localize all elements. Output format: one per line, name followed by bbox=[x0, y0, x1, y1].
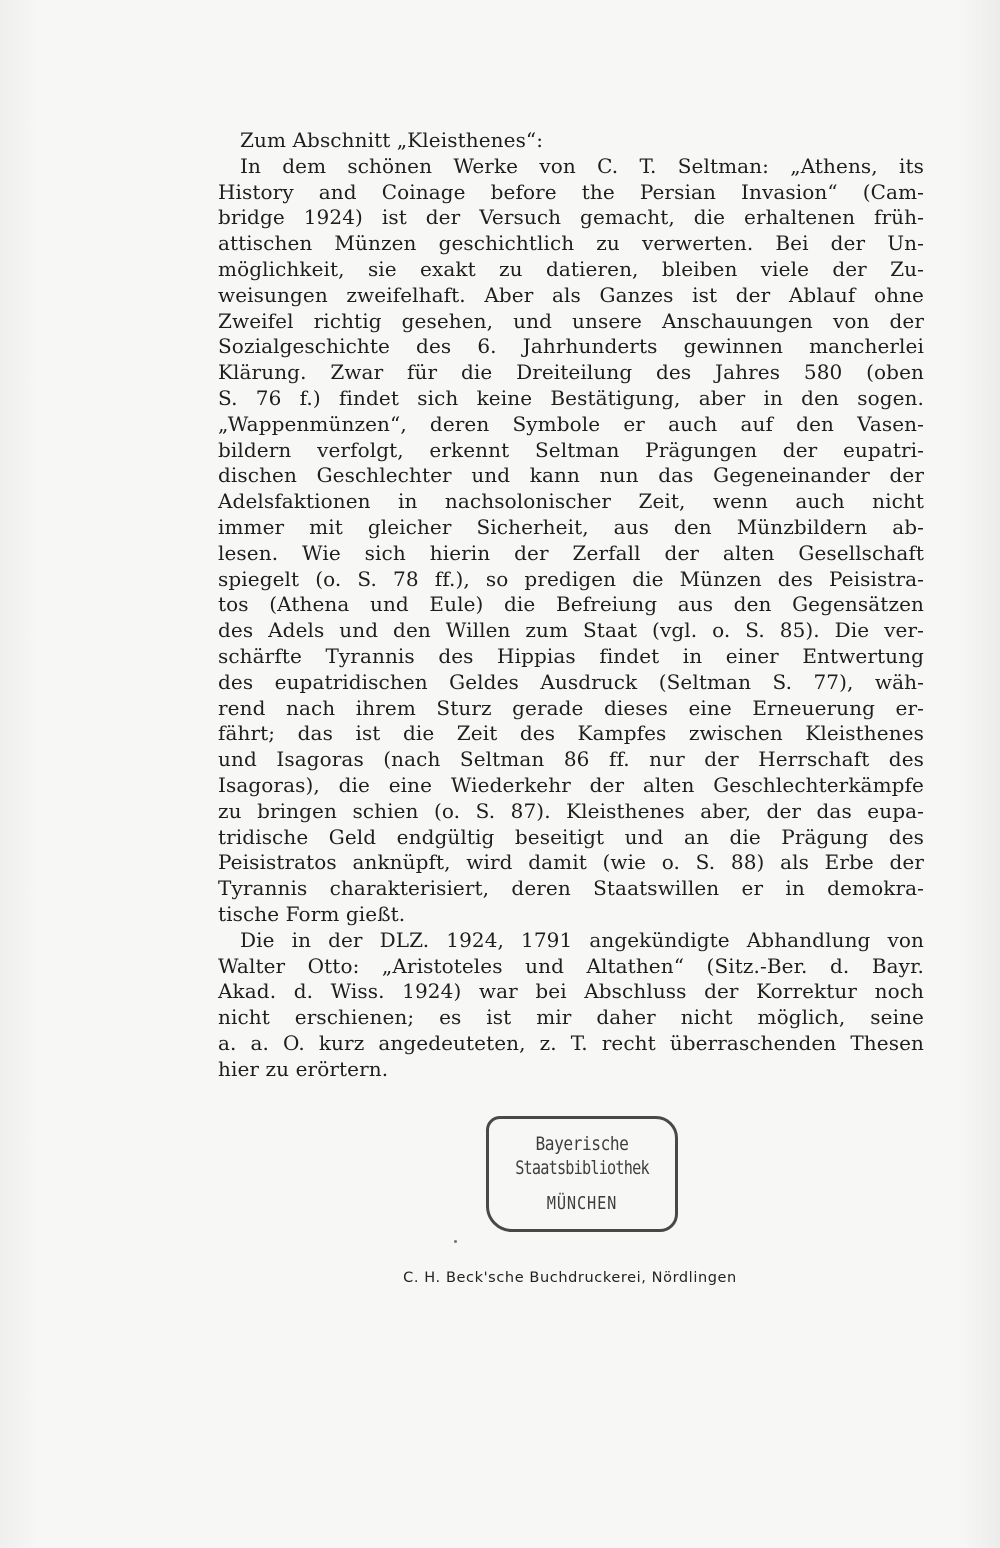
text-line: zu bringen schien (o. S. 87). Kleisthenes aber, der das eupa- bbox=[218, 798, 924, 823]
text-line: In dem schönen Werke von C. T. Seltman: „Athens, its bbox=[240, 153, 924, 178]
text-line: Klärung. Zwar für die Dreiteilung des Jahres 580 (oben bbox=[218, 360, 924, 385]
text-line: rend nach ihrem Sturz gerade dieses eine Erneuerung er- bbox=[218, 695, 924, 720]
stamp-line: Staatsbibliothek bbox=[515, 1157, 649, 1179]
text-line: nicht erschienen; es ist mir daher nicht möglich, seine bbox=[218, 1005, 924, 1030]
section-heading: Zum Abschnitt „Kleisthenes“: bbox=[240, 128, 544, 152]
paragraph-seltman bbox=[218, 154, 924, 928]
text-line: attischen Münzen geschichtlich zu verwerten. Bei der Un- bbox=[218, 231, 924, 256]
text-line: weisungen zweifelhaft. Aber als Ganzes ist der Ablauf ohne bbox=[218, 282, 924, 307]
text-line: tridische Geld endgültig beseitigt und an die Prägung des bbox=[218, 824, 924, 849]
text-line: möglichkeit, sie exakt zu datieren, bleiben viele der Zu- bbox=[218, 256, 924, 281]
text-line: a. a. O. kurz angedeuteten, z. T. recht überraschenden Thesen bbox=[218, 1030, 924, 1055]
ink-speck bbox=[454, 1240, 457, 1243]
text-line: dischen Geschlechter und kann nun das Gegeneinander der bbox=[218, 463, 924, 488]
text-line: Walter Otto: „Aristoteles und Altathen“ (Sitz.-Ber. d. Bayr. bbox=[218, 953, 924, 978]
text-line: Peisistratos anknüpft, wird damit (wie o. S. 88) als Erbe der bbox=[218, 850, 924, 875]
text-line: hier zu erörtern. bbox=[218, 1056, 389, 1081]
text-line: Sozialgeschichte des 6. Jahrhunderts gewinnen mancherlei bbox=[218, 334, 924, 359]
text-line: tische Form gießt. bbox=[218, 901, 406, 926]
library-stamp bbox=[486, 1116, 678, 1232]
text-line: Tyrannis charakterisiert, deren Staatswillen er in demokra- bbox=[218, 876, 924, 901]
stamp-line: MÜNCHEN bbox=[546, 1193, 618, 1214]
text-line: fährt; das ist die Zeit des Kampfes zwischen Kleisthenes bbox=[218, 721, 924, 746]
text-line: spiegelt (o. S. 78 ff.), so predigen die Münzen des Peisistra- bbox=[218, 566, 924, 591]
text-line: Die in der DLZ. 1924, 1791 angekündigte Abhandlung von bbox=[240, 927, 924, 952]
text-line: lesen. Wie sich hierin der Zerfall der alten Gesellschaft bbox=[218, 540, 924, 565]
text-line: schärfte Tyrannis des Hippias findet in einer Entwertung bbox=[218, 643, 924, 668]
text-line: immer mit gleicher Sicherheit, aus den Münzbildern ab- bbox=[218, 514, 924, 539]
stamp-line: Bayerische bbox=[535, 1133, 629, 1155]
text-line: Akad. d. Wiss. 1924) war bei Abschluss der Korrektur noch bbox=[218, 979, 924, 1004]
text-line: des Adels und den Willen zum Staat (vgl. o. S. 85). Die ver- bbox=[218, 618, 924, 643]
text-line: „Wappenmünzen“, deren Symbole er auch auf den Vasen- bbox=[218, 411, 924, 436]
text-line: Isagoras), die eine Wiederkehr der alten Geschlechterkämpfe bbox=[218, 772, 924, 797]
text-line: Zweifel richtig gesehen, und unsere Anschauungen von der bbox=[218, 308, 924, 333]
text-line: bridge 1924) ist der Versuch gemacht, die erhaltenen früh- bbox=[218, 205, 924, 230]
text-line: Adelsfaktionen in nachsolonischer Zeit, wenn auch nicht bbox=[218, 489, 924, 514]
text-line: S. 76 f.) findet sich keine Bestätigung, aber in den sogen. bbox=[218, 385, 924, 410]
printer-imprint: C. H. Beck'sche Buchdruckerei, Nördlingen bbox=[403, 1270, 737, 1286]
text-line: History and Coinage before the Persian Invasion“ (Cam- bbox=[218, 179, 924, 204]
text-line: bildern verfolgt, erkennt Seltman Prägungen der eupatri- bbox=[218, 437, 924, 462]
paragraph-otto bbox=[218, 928, 924, 1083]
text-line: des eupatridischen Geldes Ausdruck (Seltman S. 77), wäh- bbox=[218, 669, 924, 694]
text-line: und Isagoras (nach Seltman 86 ff. nur der Herrschaft des bbox=[218, 747, 924, 772]
text-line: tos (Athena und Eule) die Befreiung aus den Gegensätzen bbox=[218, 592, 924, 617]
main-text bbox=[218, 128, 924, 1082]
